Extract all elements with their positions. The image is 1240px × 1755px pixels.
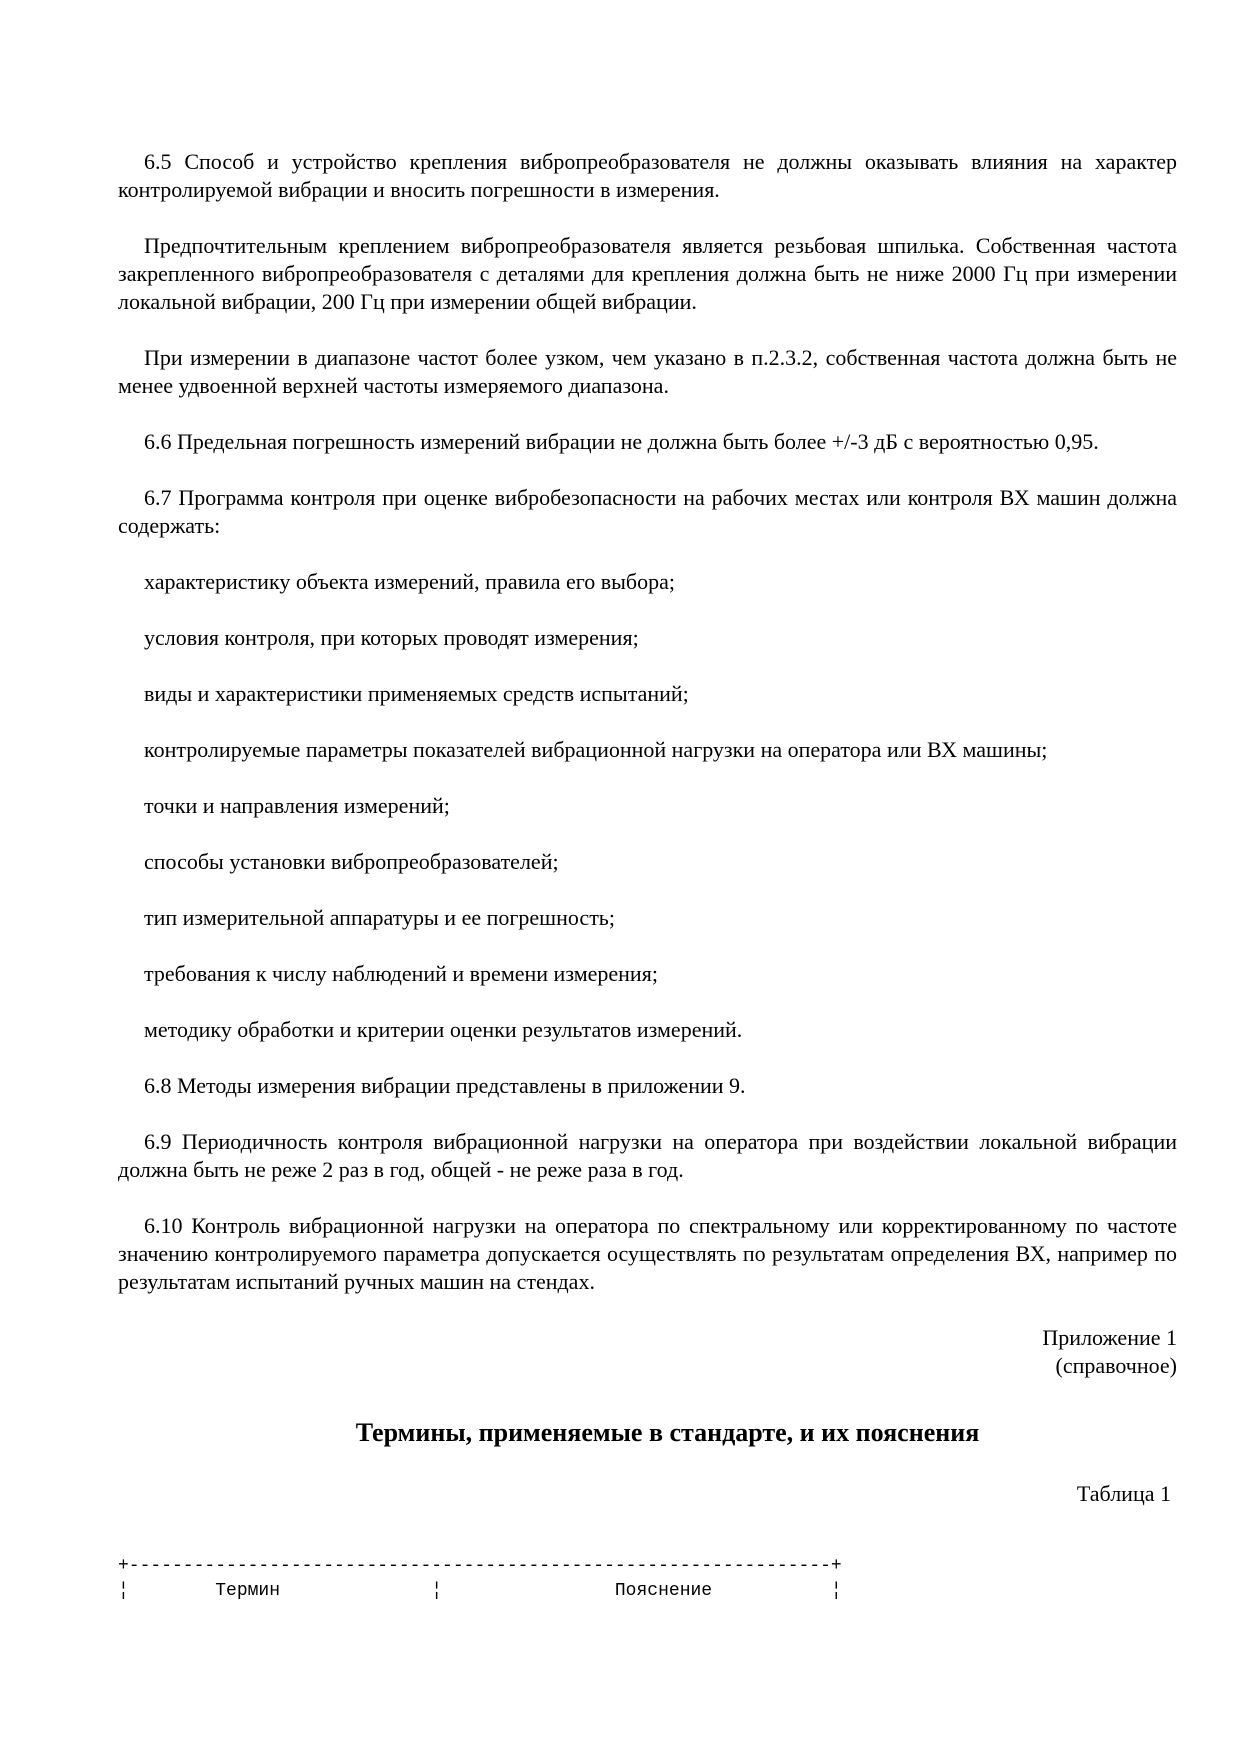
list-item: условия контроля, при которых проводят измерения; (144, 625, 639, 650)
table-header-row: ¦ Термин ¦ Пояснение ¦ (118, 1581, 842, 1601)
document-page (118, 148, 1177, 1604)
appendix-heading (118, 1324, 1177, 1380)
paragraph-frequency-range: При измерении в диапазоне частот более узком, чем указано в п.2.3.2, собственная частота должна быть не менее удвоенной верхней частоты измеряемого диапазона. (118, 345, 1177, 398)
list-item: требования к числу наблюдений и времени измерения; (144, 961, 658, 986)
list-item: методику обработки и критерии оценки результатов измерений. (144, 1017, 743, 1042)
appendix-number: Приложение 1 (1042, 1325, 1177, 1350)
list-item: способы установки вибропреобразователей; (144, 849, 559, 874)
paragraph-6-10: 6.10 Контроль вибрационной нагрузки на оператора по спектральному или корректированному по частоте значению контролируемого параметра допускается осуществлять по результатам определения ВХ, например по результатам испытаний ручных машин на стендах. (118, 1213, 1177, 1294)
paragraph-mounting: Предпочтительным креплением вибропреобразователя является резьбовая шпилька. Собственная частота закрепленного вибропреобразователя с деталями для крепления должна быть не ниже 2000 Гц при измерении локальной вибрации, 200 Гц при измерении общей вибрации. (118, 233, 1177, 314)
list-item: контролируемые параметры показателей вибрационной нагрузки на оператора или ВХ машины; (144, 737, 1048, 762)
paragraph-6-5: 6.5 Способ и устройство крепления вибропреобразователя не должны оказывать влияния на характер контролируемой вибрации и вносить погрешности в измерения. (118, 149, 1177, 202)
table-label: Таблица 1 (1076, 1481, 1171, 1506)
list-item: точки и направления измерений; (144, 793, 450, 818)
appendix-type: (справочное) (1055, 1353, 1177, 1378)
paragraph-6-6: 6.6 Предельная погрешность измерений вибрации не должна быть более +/-3 дБ с вероятностью 0,95. (144, 429, 1099, 454)
table-border-line: +-----------------------------------------------------------------+ (118, 1556, 842, 1576)
ascii-table (118, 1554, 1177, 1604)
list-item: виды и характеристики применяемых средств испытаний; (144, 681, 689, 706)
list-item: характеристику объекта измерений, правила его выбора; (144, 569, 675, 594)
paragraph-6-9: 6.9 Периодичность контроля вибрационной нагрузки на оператора при воздействии локальной вибрации должна быть не реже 2 раз в год, общей - не реже раза в год. (118, 1129, 1177, 1182)
paragraph-6-8: 6.8 Методы измерения вибрации представлены в приложении 9. (144, 1073, 746, 1098)
list-item: тип измерительной аппаратуры и ее погрешность; (144, 905, 615, 930)
paragraph-6-7: 6.7 Программа контроля при оценке вибробезопасности на рабочих местах или контроля ВХ машин должна содержать: (118, 485, 1177, 538)
section-title: Термины, применяемые в стандарте, и их пояснения (355, 1418, 980, 1447)
